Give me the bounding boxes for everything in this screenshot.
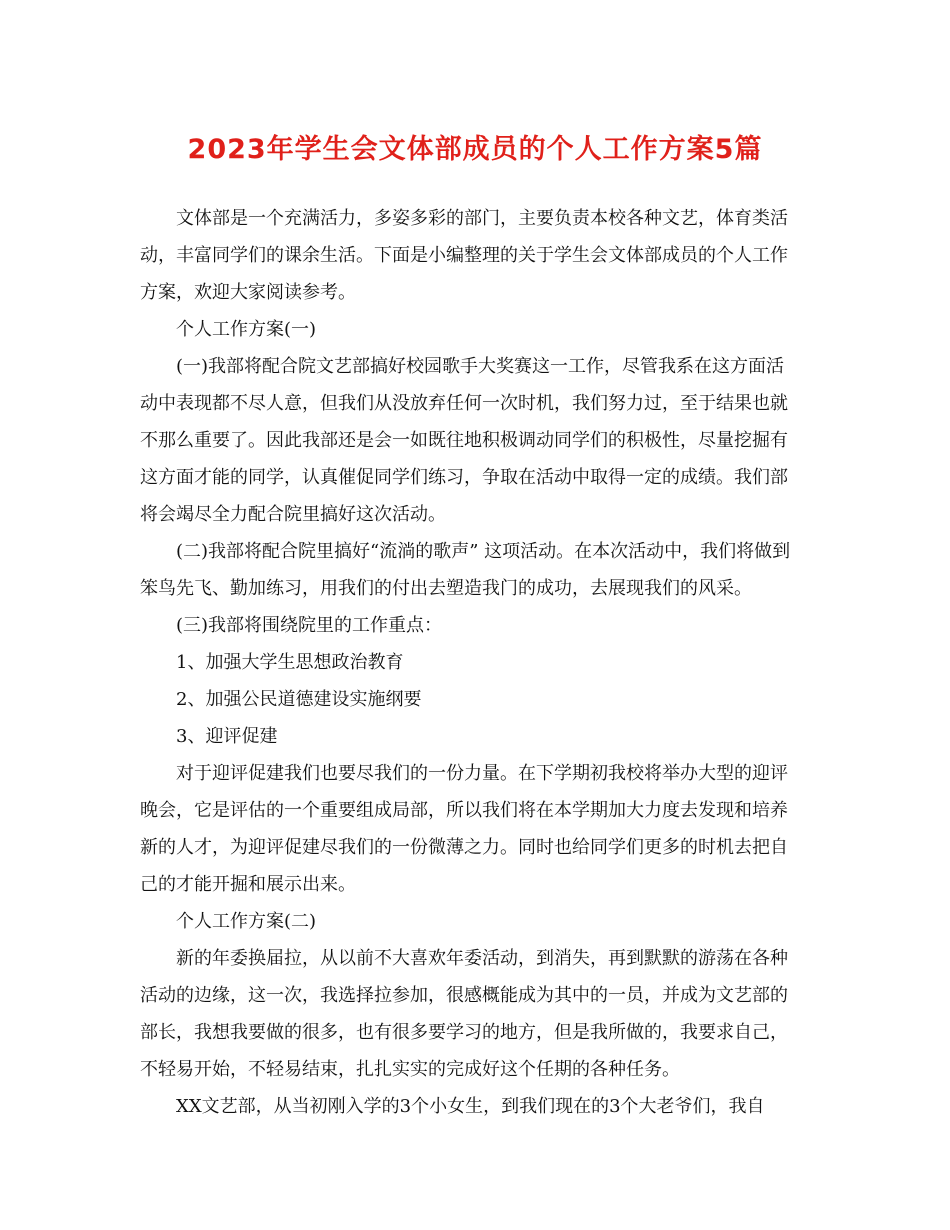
document-body	[140, 200, 800, 1125]
paragraph-new-committee: 新的年委换届拉，从以前不大喜欢年委活动，到消失，再到默默的游荡在各种活动的边缘，这一次，我选择拉参加，很感概能成为其中的一员，并成为文艺部的部长，我想我要做的很多，也有很多要学习的地方，但是我所做的，我要求自己，不轻易开始，不轻易结束，扎扎实实的完成好这个任期的各种任务。	[140, 948, 788, 1080]
paragraph-item-2: (二)我部将配合院里搞好“流淌的歌声” 这项活动。在本次活动中，我们将做到笨鸟先飞、勤加练习，用我们的付出去塑造我门的成功，去展现我们的风采。	[140, 541, 791, 599]
list-item: 3、迎评促建	[176, 726, 278, 747]
paragraph-evaluation: 对于迎评促建我们也要尽我们的一份力量。在下学期初我校将举办大型的迎评晚会，它是评估的一个重要组成局部，所以我们将在本学期加大力度去发现和培养新的人才，为迎评促建尽我们的一份微薄之力。同时也给同学们更多的时机去把自己的才能开掘和展示出来。	[140, 763, 788, 895]
paragraph-item-1: (一)我部将配合院文艺部搞好校园歌手大奖赛这一工作，尽管我系在这方面活动中表现都不尽人意，但我们从没放弃任何一次时机，我们努力过，至于结果也就不那么重要了。因此我部还是会一如既往地积极调动同学们的积极性，尽量挖掘有这方面才能的同学，认真催促同学们练习，争取在活动中取得一定的成绩。我们部将会竭尽全力配合院里搞好这次活动。	[140, 356, 788, 525]
section-heading-1: 个人工作方案(一)	[176, 319, 317, 340]
document-title: 2023年学生会文体部成员的个人工作方案5篇	[187, 134, 763, 165]
intro-paragraph: 文体部是一个充满活力，多姿多彩的部门，主要负责本校各种文艺，体育类活动，丰富同学们的课余生活。下面是小编整理的关于学生会文体部成员的个人工作方案，欢迎大家阅读参考。	[140, 208, 788, 303]
list-item: 1、加强大学生思想政治教育	[176, 652, 404, 673]
section-heading-2: 个人工作方案(二)	[176, 911, 317, 932]
list-item: 2、加强公民道德建设实施纲要	[176, 689, 422, 710]
paragraph-item-3: (三)我部将围绕院里的工作重点：	[176, 615, 443, 636]
paragraph-arts-department: XX文艺部，从当初刚入学的3个小女生，到我们现在的3个大老爷们，我自	[176, 1096, 765, 1117]
